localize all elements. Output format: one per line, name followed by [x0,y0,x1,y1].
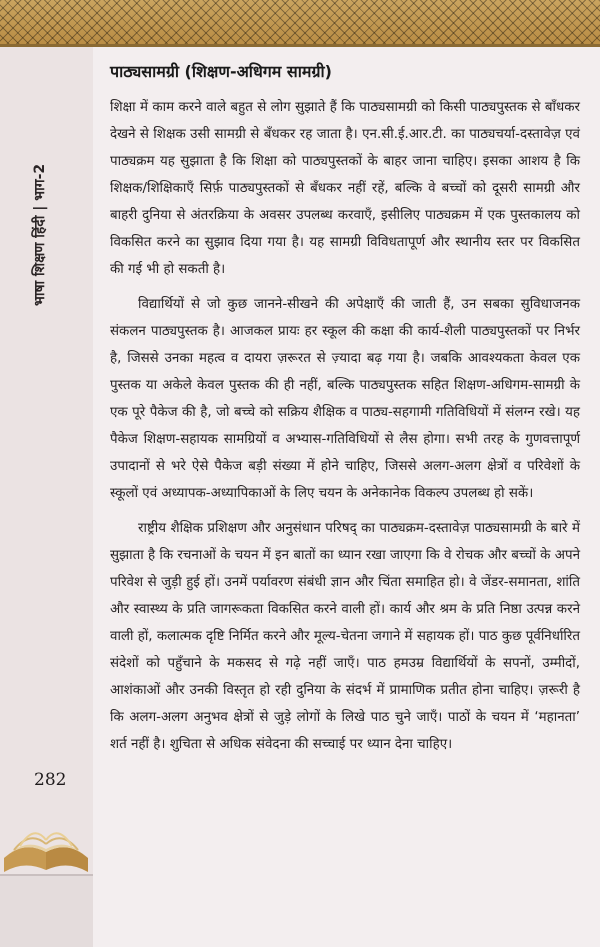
main-content [110,60,580,766]
paragraph-2: विद्यार्थियों से जो कुछ जानने-सीखने की अपेक्षाएँ की जाती हैं, उन सबका सुविधाजनक संकलन पाठ्यपुस्तक है। आजकल प्रायः हर स्कूल की कक्षा की कार्य-शैली पाठ्यपुस्तकों पर निर्भर है, जिससे उनका महत्व व दायरा ज़रूरत से ज़्यादा बढ़ गया है। जबकि आवश्यकता केवल एक पुस्तक या अकेले केवल पुस्तक की ही नहीं, बल्कि पाठ्यपुस्तक सहित शिक्षण-अधिगम-सामग्री के एक पूरे पैकेज की है, जो बच्चे को सक्रिय शैक्षिक व पाठ्य-सहगामी गतिविधियों में संलग्न रखे। यह पैकेज शिक्षण-सहायक सामग्रियों व अभ्यास-गतिविधियों से लैस होगा। सभी तरह के गुणवत्तापूर्ण उपादानों से भरे ऐसे पैकेज बड़ी संख्या में होने चाहिए, जिससे अलग-अलग क्षेत्रों व परिवेशों के स्कूलों एवं अध्यापक-अध्यापिकाओं के लिए चयन के अनेकानेक विकल्प उपलब्ध हो सकें। [110,297,580,501]
page-number: 282 [34,770,67,790]
paragraph-1: शिक्षा में काम करने वाले बहुत से लोग सुझाते हैं कि पाठ्यसामग्री को किसी पाठ्यपुस्तक से बाँधकर देखने से शिक्षक उसी सामग्री से बँधकर रह जाता है। एन.सी.ई.आर.टी. का पाठ्यचर्या-दस्तावेज़ एवं पाठ्यक्रम यह सुझाता है कि शिक्षा को पाठ्यपुस्तकों के बाहर जाना चाहिए। इसका आशय है कि शिक्षक/शिक्षिकाएँ सिर्फ़ पाठ्यपुस्तकों से बँधकर नहीं रहें, बल्कि वे बच्चों को दूसरी सामग्री और बाहरी दुनिया से अंतरक्रिया के अवसर उपलब्ध करवाएँ, इसीलिए पाठ्यक्रम में एक पुस्तकालय को विकसित करने का सुझाव दिया गया है। यह सामग्री विविधतापूर्ण और स्थानीय स्तर पर विकसित की गई भी हो सकती है। [110,100,580,277]
running-header-vertical: भाषा शिक्षण हिंदी | भाग-2 [32,163,48,306]
sidebar-bottom-band [0,874,93,947]
decorative-top-border [0,0,600,47]
open-book-icon [0,800,93,880]
section-heading: पाठ्यसामग्री (शिक्षण-अधिगम सामग्री) [110,62,332,81]
paragraph-3: राष्ट्रीय शैक्षिक प्रशिक्षण और अनुसंधान परिषद् का पाठ्यक्रम-दस्तावेज़ पाठ्यसामग्री के बारे में सुझाता है कि रचनाओं के चयन में इन बातों का ध्यान रखा जाएगा कि वे रोचक और बच्चों के अपने परिवेश से जुड़ी हुई हों। उनमें पर्यावरण संबंधी ज्ञान और चिंता समाहित हो। वे जेंडर-समानता, शांति और स्वास्थ्य के प्रति जागरूकता विकसित करने वाली हों। कार्य और श्रम के प्रति निष्ठा उत्पन्न करने वाली हों, कलात्मक दृष्टि निर्मित करने और मूल्य-चेतना जगाने में सहायक हों। पाठ कुछ पूर्वनिर्धारित संदेशों को पहुँचाने के मकसद से गढ़े नहीं जाएँ। पाठ हमउम्र विद्यार्थियों के सपनों, उम्मीदों, आशंकाओं और उनकी विस्तृत हो रही दुनिया के संदर्भ में प्रामाणिक प्रतीत होना चाहिए। ज़रूरी है कि अलग-अलग अनुभव क्षेत्रों से जुड़े लोगों के लिखे पाठ चुने जाएँ। पाठों के चयन में ‘महानता’ शर्त नहीं है। शुचिता से अधिक संवेदना की सच्चाई पर ध्यान देना चाहिए। [110,521,580,752]
